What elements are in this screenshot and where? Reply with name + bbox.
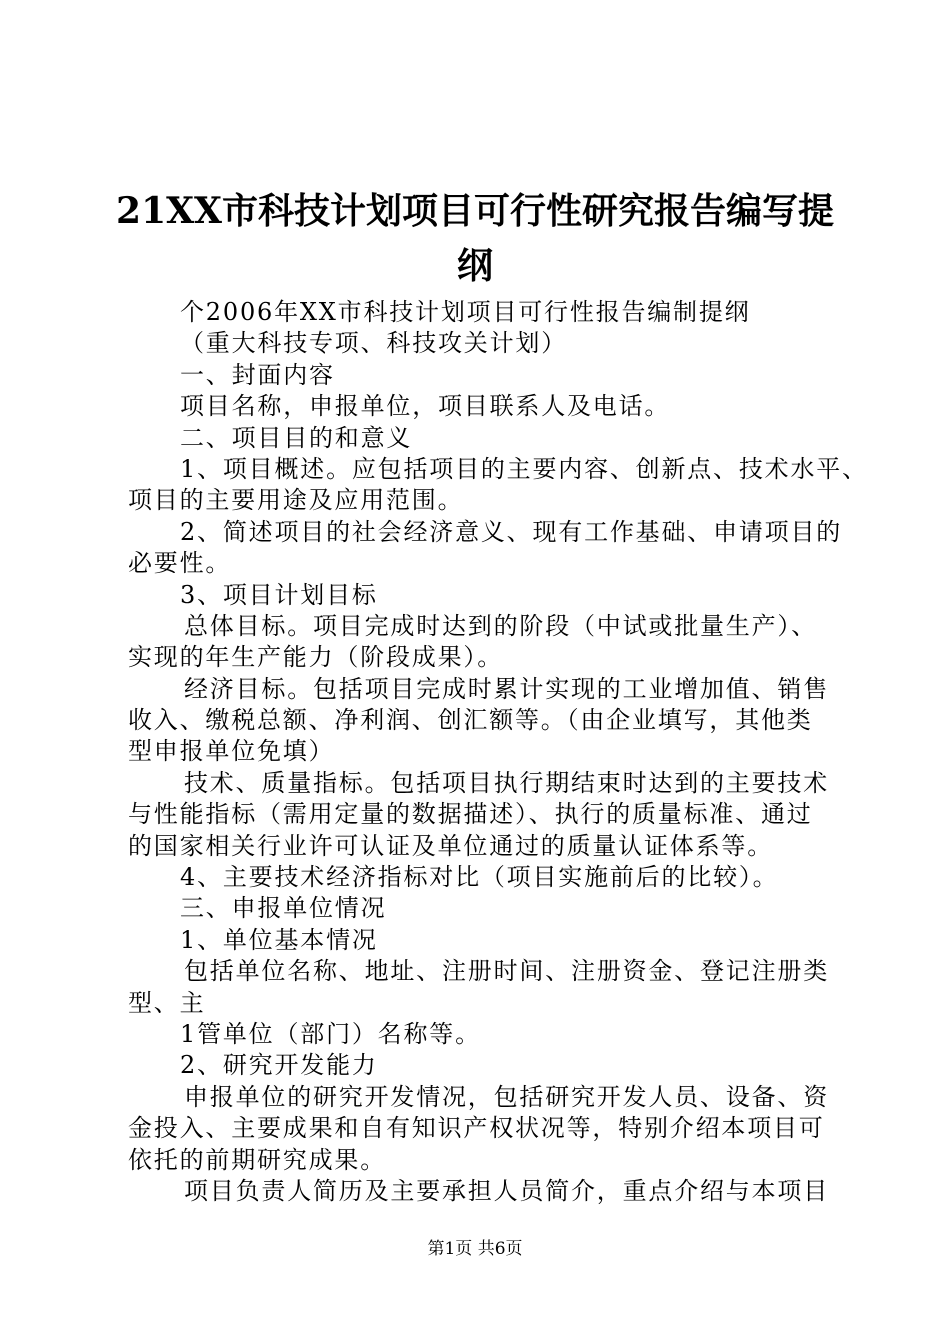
body-text-line: 4、主要技术经济指标对比（项目实施前后的比较）。 [180,863,779,892]
body-text-line: 项目的主要用途及应用范围。 [128,486,464,515]
body-text-line: 申报单位的研究开发情况，包括研究开发人员、设备、资 [184,1082,829,1111]
body-text-line: 型、主 [128,988,206,1017]
body-text-line: 三、申报单位情况 [180,894,387,923]
body-text-line: 2、研究开发能力 [180,1051,378,1080]
body-text-line: 的国家相关行业许可认证及单位通过的质量认证体系等。 [128,831,773,860]
body-text-line: 经济目标。包括项目完成时累计实现的工业增加值、销售 [184,674,829,703]
body-text-line: 1、单位基本情况 [180,925,378,954]
document-title-line-1: 21XX市科技计划项目可行性研究报告编写提 [116,190,834,232]
body-text-line: 1、项目概述。应包括项目的主要内容、创新点、技术水平、 [180,454,868,483]
body-text-line: （重大科技专项、科技攻关计划） [180,329,567,358]
body-text-line: 项目名称，申报单位，项目联系人及电话。 [180,392,671,421]
body-text-line: 1管单位（部门）名称等。 [180,1019,481,1048]
body-text-line: 金投入、主要成果和自有知识产权状况等，特别介绍本项目可 [128,1114,825,1143]
body-text-line: 收入、缴税总额、净利润、创汇额等。（由企业填写，其他类 [128,706,813,735]
body-text-line: 实现的年生产能力（阶段成果）。 [128,643,503,672]
body-text-line: 包括单位名称、地址、注册时间、注册资金、登记注册类 [184,957,829,986]
document-body [128,297,868,1207]
body-text-line: 二、项目目的和意义 [180,423,413,452]
body-text-line: 2、简述项目的社会经济意义、现有工作基础、申请项目的 [180,517,843,546]
body-text-line: 技术、质量指标。包括项目执行期结束时达到的主要技术 [184,768,829,797]
body-text-line: 项目负责人简历及主要承担人员简介，重点介绍与本项目 [184,1176,829,1205]
page-footer: 第1页 共6页 [427,1239,523,1259]
body-text-line: 型申报单位免填） [128,737,335,766]
document-title-line-2: 纲 [456,245,493,287]
body-text-line: 总体目标。项目完成时达到的阶段（中试或批量生产）、 [184,611,817,640]
body-text-line: 与性能指标（需用定量的数据描述）、执行的质量标准、通过 [128,800,813,829]
body-text-line: 3、项目计划目标 [180,580,378,609]
body-text-line: 依托的前期研究成果。 [128,1145,386,1174]
body-text-line: 必要性。 [128,549,232,578]
body-text-line: 一、封面内容 [180,360,335,389]
body-text-line: 个2006年XX市科技计划项目可行性报告编制提纲 [180,298,751,326]
